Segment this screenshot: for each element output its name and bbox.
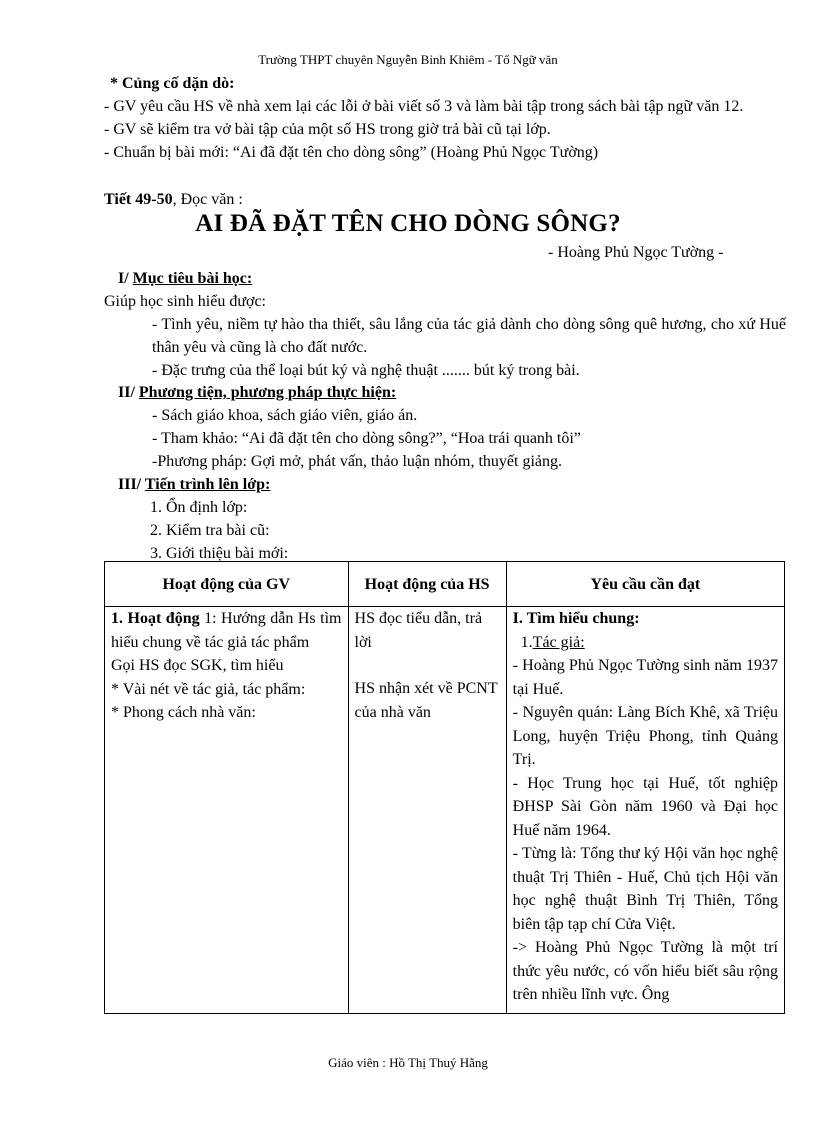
section-methods (104, 381, 786, 473)
requirement-item: - Từng là: Tổng thư ký Hội văn học nghệ thuật Trị Thiên - Huế, Chủ tịch Hội văn học nghệ thuật Bình Trị Thiên, Tổng biên tập tạp chí Cửa Việt. (512, 845, 778, 933)
table-row (105, 607, 785, 1014)
requirement-item: - Hoàng Phủ Ngọc Tường sinh năm 1937 tại Huế. (512, 657, 778, 698)
section-number: III/ (118, 476, 142, 493)
cung-co-section (104, 72, 786, 164)
requirement-item: -> Hoàng Phủ Ngọc Tường là một trí thức yêu nước, có vốn hiểu biết sâu rộng trên nhiều lĩnh vực. Ông (512, 939, 778, 1003)
cung-co-line: - GV sẽ kiểm tra vở bài tập của một số HS trong giờ trả bài cũ tại lớp. (104, 121, 551, 138)
requirement-item: - Nguyên quán: Làng Bích Khê, xã Triệu Long, huyện Triệu Phong, tỉnh Quảng Trị. (512, 704, 778, 768)
requirement-item: - Học Trung học tại Huế, tốt nghiệp ĐHSP Sài Gòn năm 1960 và Đại học Huế năm 1964. (512, 774, 778, 839)
hs-activity-cell (348, 607, 506, 1014)
procedure-item: 1. Ổn định lớp: (150, 499, 248, 516)
cung-co-line: - GV yêu cầu HS về nhà xem lại các lỗi ở bài viết số 3 và làm bài tập trong sách bài tập ngữ văn 12. (104, 98, 744, 115)
method-item: - Tham khảo: “Ai đã đặt tên cho dòng sông?”, “Hoa trái quanh tôi” (152, 430, 581, 447)
section-title: Phương tiện, phương pháp thực hiện: (138, 384, 397, 401)
sub-title: Tác giả: (532, 633, 585, 651)
hs-line: HS nhận xét về PCNT của nhà văn (354, 680, 498, 721)
section-title: Mục tiêu bài học: (132, 270, 253, 287)
lesson-period-rest: , Đọc văn : (172, 191, 243, 208)
section-heading (104, 473, 786, 496)
sub-number: 1. (520, 633, 533, 651)
gv-line: Gọi HS đọc SGK, tìm hiểu (111, 657, 284, 674)
author-line: - Hoàng Phủ Ngọc Tường - (548, 244, 724, 261)
section-title: Tiến trình lên lớp: (144, 476, 271, 493)
lesson-period-label: Tiết 49-50 (104, 191, 173, 208)
section-heading (104, 381, 786, 404)
gv-activity-cell (105, 607, 349, 1014)
page-footer: Giáo viên : Hồ Thị Thuý Hằng (328, 1055, 488, 1070)
page-title: AI ĐÃ ĐẶT TÊN CHO DÒNG SÔNG? (195, 210, 621, 237)
section-number: II/ (118, 384, 135, 401)
header-yc: Yêu cầu cần đạt (506, 562, 784, 607)
gv-line: * Vài nét về tác giả, tác phẩm: (111, 680, 306, 698)
procedure-item: 2. Kiểm tra bài cũ: (150, 522, 270, 539)
section-objectives (104, 267, 786, 382)
gv-line: * Phong cách nhà văn: (111, 704, 256, 721)
requirements-subheading (513, 631, 778, 655)
objective-item: - Tình yêu, niềm tự hào tha thiết, sâu lắng của tác giả dành cho dòng sông quê hương, cho xứ Huế thân yêu và cũng là cho đất nước. (152, 316, 786, 356)
cung-co-line: - Chuẩn bị bài mới: “Ai đã đặt tên cho dòng sông” (Hoàng Phủ Ngọc Tường) (104, 144, 599, 161)
objective-item: - Đặc trưng của thể loại bút ký và nghệ thuật ....... bút ký trong bài. (152, 362, 580, 379)
method-item: -Phương pháp: Gợi mở, phát vấn, thảo luận nhóm, thuyết giảng. (152, 453, 562, 470)
cung-co-title: * Củng cố dặn dò: (110, 75, 235, 92)
section-number: I/ (118, 270, 129, 287)
table-header-row (105, 562, 785, 607)
hs-line: HS đọc tiểu dẫn, trả lời (354, 610, 483, 651)
requirements-heading: I. Tìm hiểu chung: (512, 610, 640, 627)
procedure-item: 3. Giới thiệu bài mới: (150, 545, 289, 562)
section-procedure (104, 473, 786, 565)
page-header: Trường THPT chuyên Nguyễn Bỉnh Khiêm - Tổ Ngữ văn (258, 52, 558, 67)
header-hs: Hoạt động của HS (348, 562, 506, 607)
section-heading (104, 267, 786, 290)
gv-activity-bold: 1. Hoạt động (111, 610, 200, 627)
header-gv: Hoạt động của GV (105, 562, 349, 607)
method-item: - Sách giáo khoa, sách giáo viên, giáo án. (152, 407, 418, 424)
lesson-table (104, 561, 785, 1014)
requirements-cell (506, 607, 784, 1014)
objectives-intro: Giúp học sinh hiểu được: (104, 293, 266, 310)
gv-activity-text: 1: Hướng dẫn Hs tìm hiểu chung về tác giả tác phẩm (111, 610, 342, 651)
gv-activity-1 (111, 607, 342, 654)
lesson-period (104, 188, 786, 211)
